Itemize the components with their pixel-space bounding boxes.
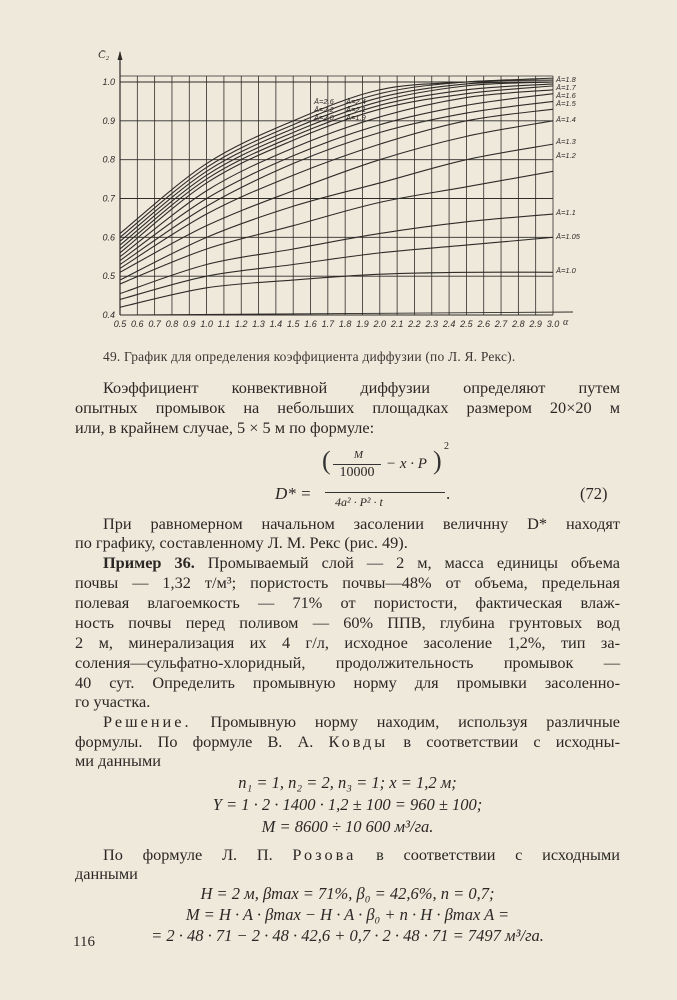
y-axis-arrow-icon [118, 51, 123, 60]
series-line [120, 109, 553, 268]
x-tick-label: 0.7 [148, 319, 161, 329]
formula-numerator-m: M [353, 449, 364, 461]
x-tick-label: 1.7 [321, 319, 335, 329]
x-tick-label: 2.7 [494, 319, 508, 329]
x-tick-label: 1.0 [200, 319, 213, 329]
x-tick-label: 2.8 [512, 319, 525, 329]
paragraph-line: опытных промывок на небольших площадках размером 20×20 м [75, 398, 620, 417]
x-tick-label: 3.0 [546, 319, 560, 329]
paragraph-line: 40 сут. Определить промывную норму для промывки засоленно- [75, 673, 620, 692]
text: По формуле Л. П. [103, 845, 273, 864]
x-tick-label: 2.5 [460, 319, 473, 329]
y-tick-label: 0.9 [102, 115, 115, 126]
series-label: Ā=2.0 [314, 113, 334, 122]
series-label: Ā=2.4 [346, 97, 366, 106]
series-line [120, 237, 553, 299]
series-label: Ā=1.3 [556, 137, 576, 146]
series-label: Ā=1.1 [556, 208, 576, 217]
series-label: Ā=1.8 [556, 75, 576, 84]
series-line [120, 82, 553, 241]
example-heading-line [103, 553, 620, 573]
text: в соответствии с исходны- [403, 732, 620, 751]
series-line [120, 121, 553, 272]
formula-denominator: 4a² · P² · t [335, 495, 383, 509]
x-tick-label: 2.3 [425, 319, 439, 329]
series-label: Ā=1.6 [556, 91, 576, 100]
x-tick-label: 2.2 [408, 319, 421, 329]
example-text: Промываемый слой — 2 м, масса единицы объема [207, 553, 620, 572]
x-tick-label: 1.3 [252, 319, 265, 329]
page-number: 116 [73, 934, 95, 950]
series-label: Ā=2.6 [314, 97, 334, 106]
paragraph-line: данными [75, 864, 138, 883]
equation-line: Y = 1 · 2 · 1400 · 1,2 ± 100 = 960 ± 100; [212, 795, 483, 814]
example-label: Пример 36. [103, 553, 195, 572]
x-axis-label: α [563, 317, 569, 328]
equation-number: (72) [580, 484, 608, 503]
formula-numerator-rest: − x · P [386, 456, 427, 472]
x-tick-label: 2.4 [442, 319, 456, 329]
paragraph-line: полевая влагоемкость — 71% от пористости, фактическая влаж- [75, 593, 620, 612]
x-tick-label: 1.8 [338, 319, 352, 329]
text: формулы. По формуле В. А. [75, 732, 314, 751]
paragraph-line: ми данными [75, 751, 161, 770]
y-tick-label: 0.7 [102, 193, 115, 204]
equation-line: M = H · A · βmax − H · A · β₀ + n · H · βmax A = [185, 905, 510, 924]
series-line [120, 272, 553, 307]
y-tick-label: 0.4 [102, 310, 115, 320]
paragraph-line: или, в крайнем случае, 5 × 5 м по формуле: [75, 418, 375, 437]
paragraph-line: почвы — 1,32 т/м³; пористость почвы—48% от объема, предельная [75, 573, 620, 592]
series-line [120, 171, 553, 284]
series-line [120, 144, 553, 280]
paren-right: ) [433, 446, 442, 475]
equation-line: n₁ = 1, n₂ = 2, n₃ = 1; x = 1,2 м; [238, 773, 457, 792]
paragraph-line: Коэффициент конвективной диффузии определяют путем [103, 378, 620, 397]
paragraph-line: ность почвы перед поливом — 60% ППВ, глубина грунтовых вод [75, 613, 620, 632]
diffusion-coefficient-chart [0, 0, 677, 345]
author-name: Розова [292, 845, 357, 864]
figure-caption: 49. График для определения коэффициента диффузии (по Л. Я. Рекс). [103, 349, 516, 364]
equation-line: M = 8600 ÷ 10 600 м³/га. [261, 817, 434, 836]
x-tick-label: 0.9 [183, 319, 196, 329]
paragraph-line: по графику, составленному Л. М. Рекс (рис. 49). [75, 533, 408, 552]
paragraph-line: го участка. [75, 692, 151, 711]
paragraph-line [103, 845, 620, 865]
x-tick-label: 1.2 [234, 319, 248, 329]
equation-line: H = 2 м, βmax = 71%, β₀ = 42,6%, n = 0,7; [200, 884, 495, 903]
x-tick-label: 2.1 [390, 319, 404, 329]
formula-exponent: 2 [444, 441, 449, 452]
formula-period: . [446, 484, 451, 503]
series-line [120, 84, 553, 249]
x-tick-label: 1.1 [217, 319, 231, 329]
paragraph-line: 2 м, минерализация их 4 г/л, исходное засоление 1,2%, тип за- [75, 633, 620, 652]
x-tick-label: 2.0 [373, 319, 387, 329]
series-label: Ā=1.7 [556, 83, 576, 92]
series-label: Ā=2.1 [346, 105, 366, 114]
y-tick-label: 0.8 [102, 154, 115, 165]
x-tick-label: 1.6 [304, 319, 317, 329]
x-tick-label: 0.6 [131, 319, 144, 329]
series-label: Ā=1.4 [556, 115, 576, 124]
series-label: Ā=1.5 [556, 99, 576, 108]
formula-numerator-den: 10000 [339, 465, 375, 480]
series-label: Ā=1.2 [556, 151, 576, 160]
y-tick-label: 1.0 [102, 77, 115, 87]
series-label: Ā=2.2 [314, 105, 334, 114]
y-axis-label: C̄₂ [98, 49, 110, 61]
main-fraction-bar [325, 492, 445, 493]
paragraph-line: соления—сульфатно-хлоридный, продолжительность промывок — [75, 653, 620, 672]
solution-heading-line [103, 712, 620, 732]
paren-left: ( [322, 446, 331, 475]
formula-lhs: D* = [275, 484, 312, 503]
solution-text: Промывную норму находим, используя различные [210, 712, 621, 731]
series-label: Ā=1.05 [556, 232, 580, 241]
y-tick-label: 0.5 [102, 271, 115, 282]
x-tick-label: 2.9 [529, 319, 542, 329]
paragraph-line: При равномерном начальном засолении величнну D* находят [103, 514, 620, 533]
x-tick-label: 1.9 [356, 319, 369, 329]
series-label: Ā=1.0 [556, 266, 576, 275]
y-tick-label: 0.6 [102, 232, 115, 243]
x-tick-label: 2.6 [477, 319, 490, 329]
equation-line: = 2 · 48 · 71 − 2 · 48 · 42,6 + 0,7 · 2 · 48 · 71 = 7497 м³/га. [151, 926, 544, 945]
solution-label: Решение. [103, 712, 192, 731]
x-tick-label: 0.5 [113, 319, 127, 329]
x-tick-label: 1.4 [269, 319, 283, 329]
series-label: Ā=1.9 [346, 113, 366, 122]
author-name: Ковды [328, 732, 389, 751]
x-tick-label: 0.8 [165, 319, 179, 329]
paragraph-line [75, 732, 620, 752]
x-tick-label: 1.5 [286, 319, 300, 329]
text: в соответствии с исходными [376, 845, 620, 864]
series-line [120, 82, 553, 245]
